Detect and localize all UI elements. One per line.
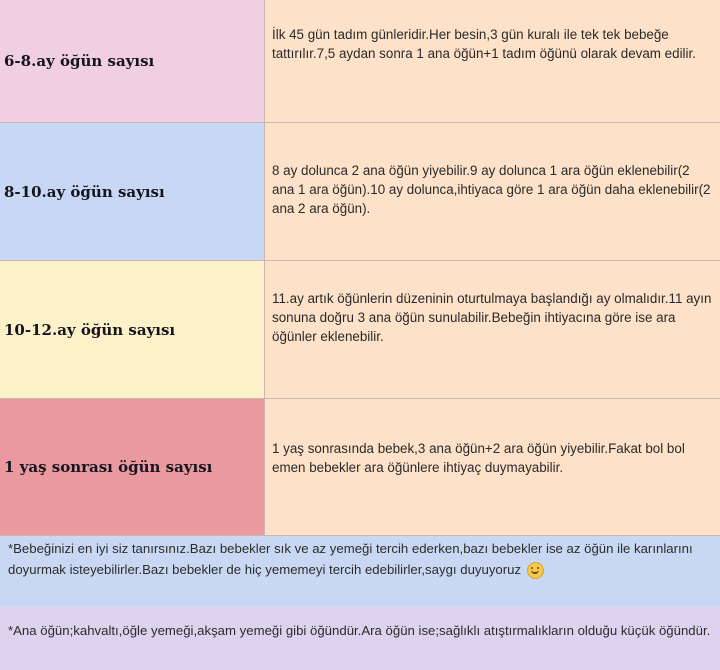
note-box <box>0 606 720 670</box>
note-text: *Bebeğinizi en iyi siz tanırsınız.Bazı bebekler sık ve az yemeği tercih ederken,bazı bebekler ise az öğün ile karınlarını doyurmak isteyebilirler.Bazı bebekler de hiç yememeyi tercih edebilirler,saygı duyuyoruz <box>8 541 693 577</box>
note-text: *Ana öğün;kahvaltı,öğle yemeği,akşam yemeği gibi öğündür.Ara öğün ise;sağlıklı atıştırmalıkların olduğu küçük öğündür. <box>8 623 711 638</box>
row-label: 1 yaş sonrası öğün sayısı <box>4 458 213 476</box>
row-label: 6-8.ay öğün sayısı <box>4 52 155 70</box>
note-box <box>0 536 720 606</box>
row-text-cell: 1 yaş sonrasında bebek,3 ana öğün+2 ara öğün yiyebilir.Fakat bol bol emen bebekler ara öğünlere ihtiyaç duymayabilir. <box>266 399 720 535</box>
row-label: 10-12.ay öğün sayısı <box>4 320 176 339</box>
table-row <box>0 399 720 536</box>
row-text-cell: 8 ay dolunca 2 ana öğün yiyebilir.9 ay dolunca 1 ara öğün eklenebilir(2 ana 1 ara öğün).10 ay dolunca,ihtiyaca göre 1 ara öğün daha eklenebilir(2 ana 2 ara öğün). <box>266 123 720 260</box>
table-row <box>0 0 720 123</box>
table-row <box>0 261 720 399</box>
row-label-cell <box>0 0 265 122</box>
row-label: 8-10.ay öğün sayısı <box>4 182 165 201</box>
table-row <box>0 123 720 261</box>
row-text-cell: İlk 45 gün tadım günleridir.Her besin,3 gün kuralı ile tek tek bebeğe tattırılır.7,5 aydan sonra 1 ana öğün+1 tadım öğünü olarak devam edilir. <box>266 0 720 122</box>
row-label-cell <box>0 399 265 535</box>
smile-emoji-icon <box>527 562 544 579</box>
row-label-cell <box>0 261 265 398</box>
row-label-cell <box>0 123 265 260</box>
row-text-cell: 11.ay artık öğünlerin düzeninin oturtulmaya başlandığı ay olmalıdır.11 ayın sonuna doğru 3 ana öğün sunulabilir.Bebeğin ihtiyacına göre ise ara öğünler eklenebilir. <box>266 261 720 398</box>
